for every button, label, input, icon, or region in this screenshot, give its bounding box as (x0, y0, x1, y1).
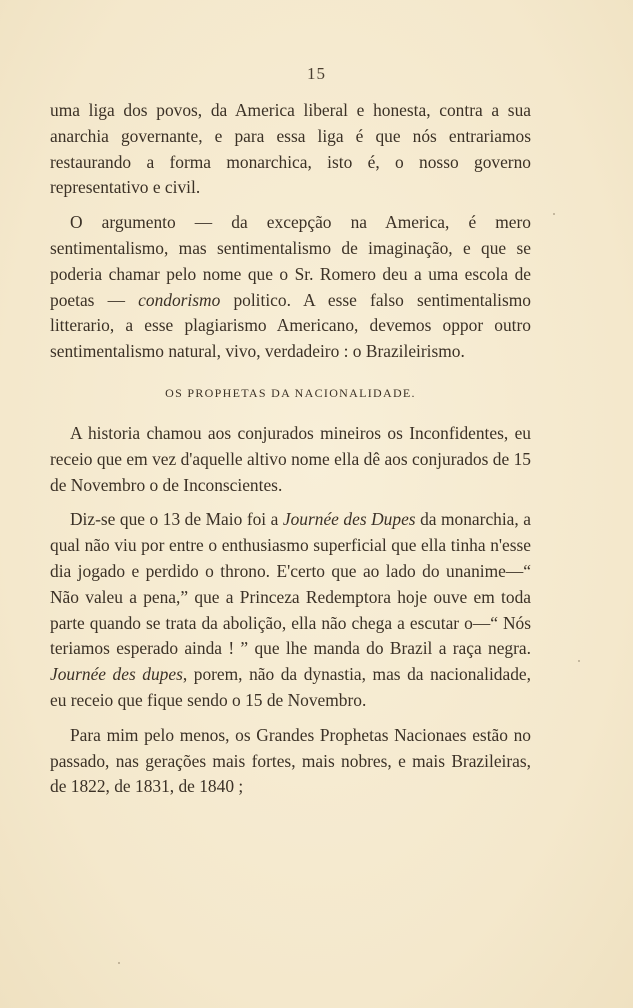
italic-term: condorismo (138, 289, 221, 310)
paragraph-text: da monarchia, a qual não viu por entre o enthusiasmo superficial que ella tinha n'esse dia jogado e perdido o throno. E'certo que ao lado do unanime—“ Não valeu a pena,” que a Princeza Redemptora hoje ouve em toda parte quando se trata da abolição, ella não chega a escutar o—“ Nós teriamos esperado ainda ! ” que lhe manda do Brazil a raça negra. (50, 509, 531, 659)
paragraph-argumento (50, 210, 531, 365)
paper-speck (553, 213, 555, 215)
paragraph-historia: A historia chamou aos conjurados mineiros os Inconfidentes, eu receio que em vez d'aquelle altivo nome ella dê aos conjurados de 15 de Novembro o de Inconscientes. (50, 422, 531, 495)
paragraph-prophetas: Para mim pelo menos, os Grandes Prophetas Nacionaes estão no passado, nas gerações mais fortes, mais nobres, e mais Brazileiras, de 1822, de 1831, de 1840 ; (50, 724, 531, 797)
paper-speck (578, 660, 580, 662)
italic-term: Journée des Dupes (282, 509, 416, 530)
paper-speck (118, 962, 120, 964)
section-heading: OS PROPHETAS DA NACIONALIDADE. (165, 385, 416, 400)
paragraph-continuation: uma liga dos povos, da America liberal e honesta, contra a sua anarchia governante, e para essa liga é que nós entrariamos restaurando a forma monarchica, isto é, o nosso governo representativo e civil. (50, 100, 531, 198)
paragraph-text: Diz-se que o 13 de Maio foi a (70, 509, 283, 530)
paragraph-text: O argumento — da excepção na America, é mero sentimentalismo, mas sentimentalismo de imaginação, e que se poderia chamar pelo nome que o Sr. Romero deu a uma escola de poetas — (50, 212, 531, 310)
italic-term: Journée des dupes (50, 664, 183, 685)
body-text (50, 98, 531, 800)
paragraph-text: politico. A esse falso sentimentalismo litterario, a esse plagiarismo Americano, devemos oppor outro sentimentalismo natural, vivo, verdadeiro : o Brazileirismo. (50, 289, 532, 362)
paragraph-journee (50, 507, 531, 713)
page-number: 15 (307, 64, 326, 83)
paragraph-text: , porem, não da dynastia, mas da nacionalidade, eu receio que fique sendo o 15 de Novembro. (50, 664, 531, 710)
